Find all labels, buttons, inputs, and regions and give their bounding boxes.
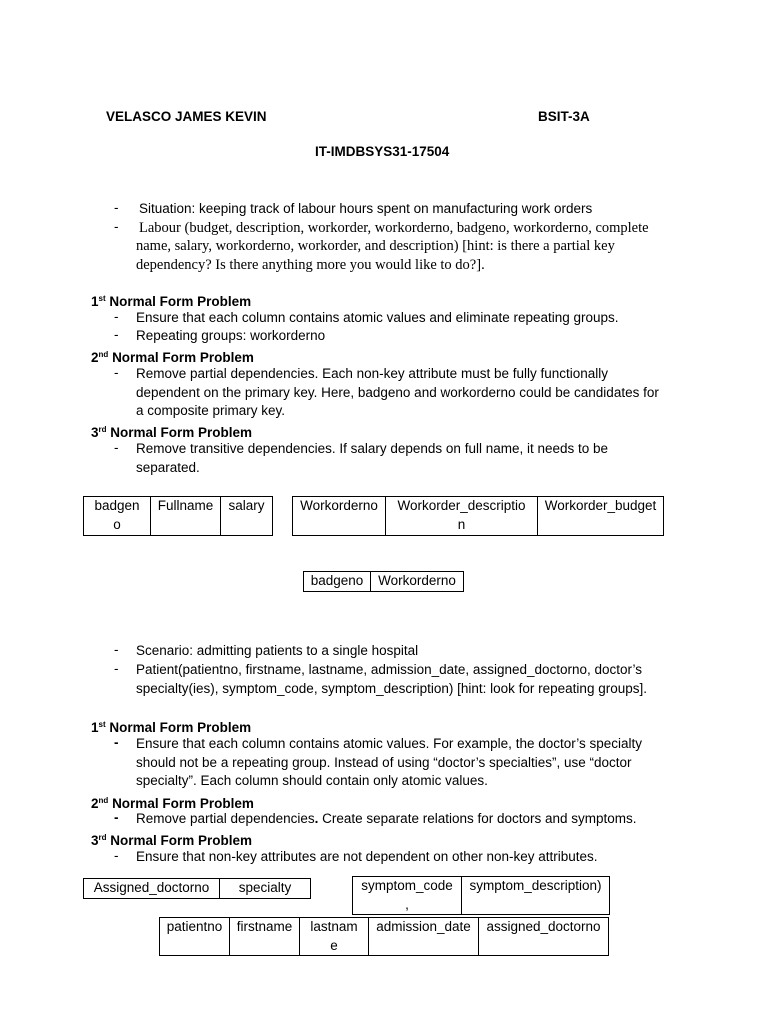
p1-nf2-line-1: Remove partial dependencies. Each non-key attribute must be fully functionally	[136, 366, 609, 381]
student-name: VELASCO JAMES KEVIN	[106, 109, 267, 124]
workorder-col-no: Workorderno	[293, 497, 386, 536]
labour-text-1: Labour (budget, description, workorder, workorderno, badgeno, workorderno, complete	[139, 220, 649, 236]
symptom-table	[352, 876, 610, 915]
p2-nf1-line-3: specialty”. Each column should contain only atomic values.	[136, 773, 488, 788]
p2-nf3-line-1: Ensure that non-key attributes are not dependent on other non-key attributes.	[136, 849, 598, 864]
employee-col-fullname: Fullname	[151, 497, 221, 536]
employee-col-salary: salary	[221, 497, 273, 536]
link-col-workorderno: Workorderno	[371, 572, 464, 592]
p2-nf2-heading: 2nd Normal Form Problem	[91, 796, 254, 811]
patient-col-firstname: firstname	[230, 918, 300, 956]
bullet-dash: -	[114, 327, 119, 342]
patient-col-admission-date: admission_date	[369, 918, 479, 956]
workorder-col-description: Workorder_descriptio n	[386, 497, 538, 536]
p2-nf1-line-1: Ensure that each column contains atomic values. For example, the doctor’s specialty	[136, 736, 643, 751]
badge-workorder-table	[303, 571, 464, 592]
patient-col-assigned-doctorno: assigned_doctorno	[479, 918, 609, 956]
bullet-dash: -	[114, 661, 119, 676]
patient-table	[159, 917, 609, 956]
doctor-col-specialty: specialty	[220, 879, 311, 899]
symptom-col-code: symptom_code ,	[353, 877, 462, 915]
patient-text-2: specialty(ies), symptom_code, symptom_description) [hint: look for repeating groups].	[136, 681, 647, 696]
p1-nf1-heading: 1st Normal Form Problem	[91, 294, 252, 309]
p1-nf2-heading: 2nd Normal Form Problem	[91, 350, 254, 365]
link-col-badgeno: badgeno	[304, 572, 371, 592]
labour-text-2: name, salary, workorderno, workorder, and description) [hint: is there a partial key	[136, 238, 615, 254]
course-code: IT-IMDBSYS31-17504	[315, 144, 450, 159]
bullet-dash: -	[114, 735, 119, 750]
symptom-col-description: symptom_description)	[462, 877, 610, 915]
student-section: BSIT-3A	[538, 109, 590, 124]
p2-nf1-heading: 1st Normal Form Problem	[91, 720, 252, 735]
scenario-text: Scenario: admitting patients to a single hospital	[136, 643, 419, 658]
p1-nf3-heading: 3rd Normal Form Problem	[91, 425, 253, 440]
bullet-dash: -	[114, 200, 119, 215]
situation-text: Situation: keeping track of labour hours spent on manufacturing work orders	[139, 201, 593, 216]
bullet-dash: -	[114, 642, 119, 657]
p2-nf1-line-2: should not be a repeating group. Instead of using “doctor’s specialties”, use “doctor	[136, 755, 632, 770]
p1-nf1-item-2: Repeating groups: workorderno	[136, 328, 326, 343]
patient-col-patientno: patientno	[160, 918, 230, 956]
bullet-dash: -	[114, 219, 119, 234]
p2-nf2-line: Remove partial dependencies. Create separate relations for doctors and symptoms.	[136, 811, 637, 826]
p1-nf2-line-2: dependent on the primary key. Here, badgeno and workorderno could be candidates for	[136, 385, 659, 400]
bullet-dash: -	[114, 365, 119, 380]
bullet-dash: -	[114, 440, 119, 455]
employee-col-badgeno: badgen o	[84, 497, 151, 536]
p2-nf3-heading: 3rd Normal Form Problem	[91, 833, 253, 848]
p1-nf3-line-2: separated.	[136, 460, 200, 475]
patient-col-lastname: lastnam e	[300, 918, 369, 956]
workorder-col-budget: Workorder_budget	[538, 497, 664, 536]
doctor-table	[83, 878, 311, 899]
bullet-dash: -	[114, 309, 119, 324]
p1-nf3-line-1: Remove transitive dependencies. If salary depends on full name, it needs to be	[136, 441, 609, 456]
doctor-col-assigned-doctorno: Assigned_doctorno	[84, 879, 220, 899]
p1-nf2-line-3: a composite primary key.	[136, 403, 286, 418]
patient-text-1: Patient(patientno, firstname, lastname, admission_date, assigned_doctorno, doctor’s	[136, 662, 643, 677]
labour-text-3: dependency? Is there anything more you would like to do?].	[136, 257, 485, 273]
bullet-dash: -	[114, 848, 119, 863]
workorder-table	[292, 496, 664, 536]
bullet-dash: -	[114, 810, 119, 825]
employee-table	[83, 496, 273, 536]
p1-nf1-item-1: Ensure that each column contains atomic values and eliminate repeating groups.	[136, 310, 619, 325]
